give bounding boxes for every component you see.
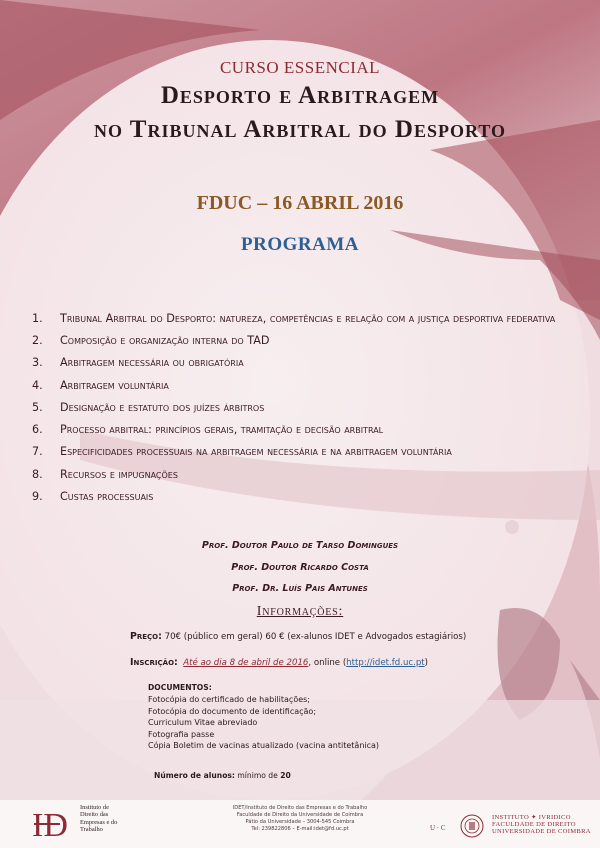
students-label: Número de alunos: — [154, 771, 235, 780]
address-line: Pátio da Universidade – 3004-545 Coimbra — [245, 819, 355, 825]
students-text: mínimo de — [234, 771, 281, 780]
item-number: 1. — [32, 312, 43, 325]
ij-name-line: INSTITUTO ✦ IVRIDICO — [492, 814, 571, 821]
item-text: Composição e organização interna do TAD — [60, 334, 270, 347]
instituto-juridico-name — [492, 814, 591, 835]
inscricao-deadline: Até ao dia 8 de abril de 2016 — [183, 658, 309, 668]
program-item — [32, 352, 584, 374]
item-number: 7. — [32, 445, 43, 459]
item-number: 9. — [32, 490, 43, 504]
event-date: FDUC – 16 ABRIL 2016 — [196, 192, 404, 214]
item-text: Custas processuais — [60, 490, 154, 504]
document-item: Fotocópia do documento de identificação; — [148, 706, 317, 716]
document-item: Cópia Boletim de vacinas atualizado (vacina antitetânica) — [148, 741, 380, 751]
address-line: Tel: 239822806 – E-mail:idet@fd.uc.pt — [251, 826, 349, 832]
program-item — [32, 330, 584, 352]
price-text: 70€ (público em geral) 60 € (ex-alunos IDET e Advogados estagiários) — [161, 632, 467, 642]
idet-name — [80, 804, 117, 834]
footer-address — [200, 805, 400, 833]
idet-name-line: Trabalho — [80, 826, 103, 834]
inscricao-end: ) — [424, 658, 429, 668]
item-text: Designação e estatuto dos juízes árbitros — [60, 400, 265, 414]
documents-title: DOCUMENTOS: — [148, 683, 212, 692]
program-item — [32, 308, 584, 330]
document-item: Curriculum Vitae abreviado — [148, 718, 258, 728]
item-number: 8. — [32, 467, 43, 481]
idet-name-line: Direito das — [80, 811, 109, 819]
inscricao-label: Inscrição: — [130, 657, 178, 668]
item-number: 6. — [32, 423, 43, 437]
students-value: 20 — [280, 771, 291, 780]
course-title-line1: Desporto e Arbitragem — [160, 82, 440, 109]
document-item: Fotocópia do certificado de habilitações; — [148, 695, 310, 704]
idet-logo-icon — [30, 804, 76, 844]
program-item — [32, 464, 584, 486]
speaker-name: Prof. Dr. Luís Pais Antunes — [232, 583, 368, 594]
document-item: Fotografia passe — [148, 729, 215, 739]
uc-seal-icon — [428, 812, 490, 842]
address-line: Faculdade de Direito da Universidade de Coimbra — [236, 812, 364, 818]
idet-name-line: Empresas e do — [80, 818, 118, 826]
speaker-name: Prof. Doutor Paulo de Tarso Domingues — [201, 540, 399, 551]
program-item — [32, 397, 584, 419]
idet-name-line: Instituto de — [80, 804, 109, 811]
program-item — [32, 441, 584, 463]
item-number: 2. — [32, 334, 43, 347]
inscricao-link[interactable]: http://idet.fd.uc.pt — [346, 658, 425, 668]
item-text: Especificidades processuais na arbitragem necessária e na arbitragem voluntária — [60, 445, 452, 459]
program-item — [32, 486, 584, 508]
students-line — [154, 771, 291, 780]
programa-heading: PROGRAMA — [241, 234, 359, 255]
uc-text: U · C — [430, 824, 446, 832]
item-text: Arbitragem necessária ou obrigatória — [60, 356, 244, 370]
info-heading: Informações: — [256, 604, 344, 619]
speaker-name: Prof. Doutor Ricardo Costa — [231, 562, 369, 573]
idet-logo-text: ID — [32, 807, 68, 844]
course-subtitle: CURSO ESSENCIAL — [219, 58, 381, 77]
item-number: 3. — [32, 356, 43, 370]
item-number: 4. — [32, 378, 43, 392]
item-text: Processo arbitral: princípios gerais, tramitação e decisão arbitral — [60, 423, 384, 437]
inscricao-line — [130, 657, 428, 668]
item-text: Tribunal Arbitral do Desporto: natureza, competências e relação com a justiça desportiva federativa — [60, 312, 556, 325]
item-number: 5. — [32, 400, 43, 414]
price-line — [130, 631, 466, 642]
ij-name-line: UNIVERSIDADE DE COIMBRA — [492, 828, 591, 835]
price-label: Preço: — [130, 631, 162, 642]
item-text: Arbitragem voluntária — [60, 378, 169, 392]
program-item — [32, 375, 584, 397]
ij-name-line: FACULDADE DE DIREITO — [492, 821, 576, 828]
program-list — [32, 308, 584, 508]
program-item — [32, 419, 584, 441]
course-title-line2: no Tribunal Arbitral do Desporto — [93, 116, 507, 143]
inscricao-mid: , online ( — [308, 658, 347, 668]
item-text: Recursos e impugnações — [60, 467, 178, 481]
documents-list — [148, 694, 379, 752]
address-line: IDET/Instituto de Direito das Empresas e do Trabalho — [232, 805, 368, 811]
